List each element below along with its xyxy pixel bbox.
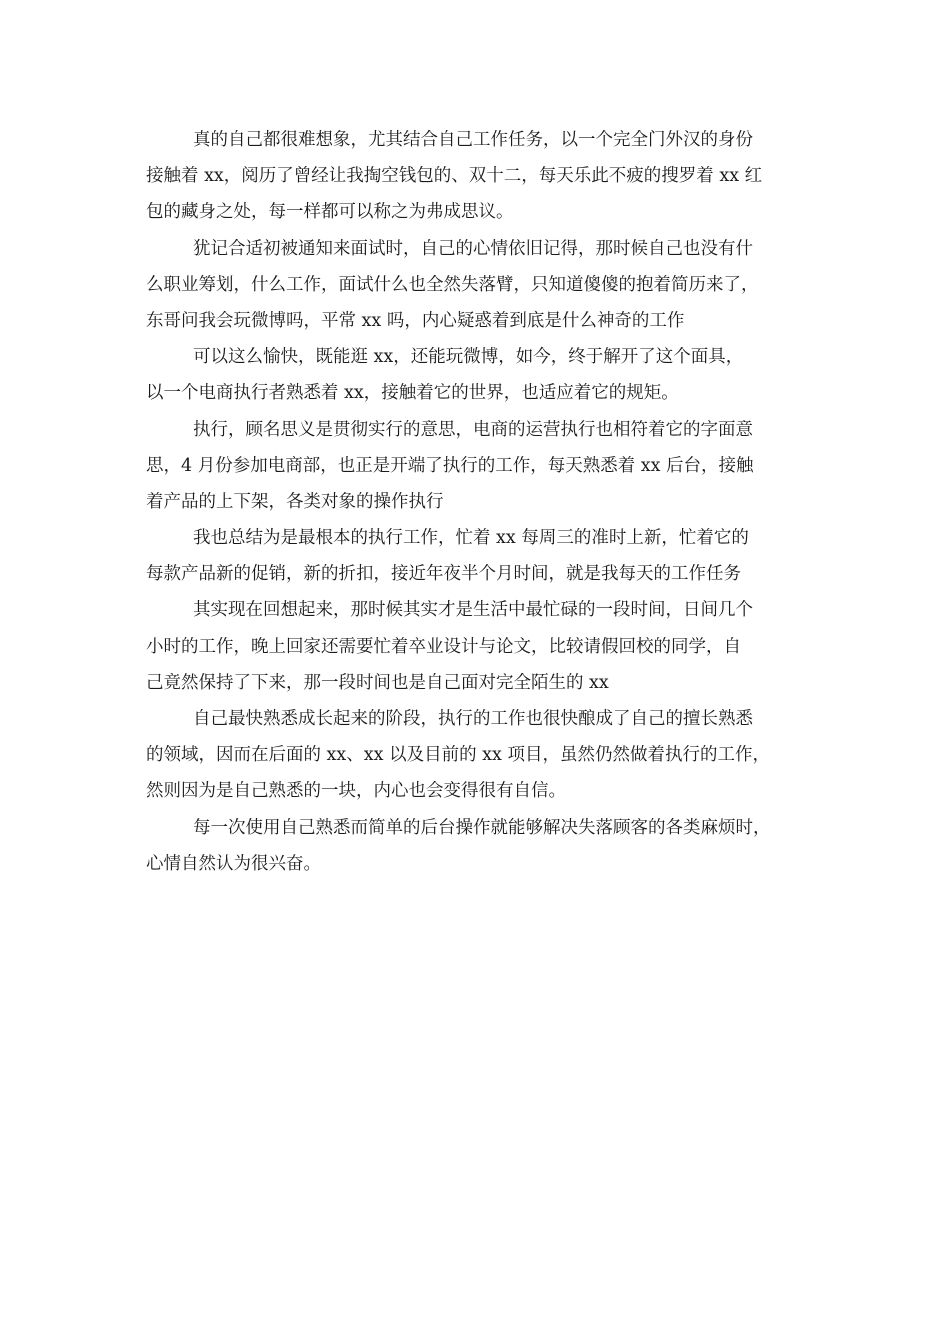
- text-line: 然则因为是自己熟悉的一块，内心也会变得很有自信。: [146, 781, 566, 802]
- text-line: 东哥问我会玩微博吗，平常 xx 吗，内心疑惑着到底是什么神奇的工作: [146, 310, 685, 331]
- text-line: 每一次使用自己熟悉而简单的后台操作就能够解决失落顾客的各类麻烦时，: [193, 817, 771, 838]
- text-line: 我也总结为是最根本的执行工作，忙着 xx 每周三的准时上新，忙着它的: [193, 528, 749, 549]
- document-body: [146, 122, 816, 882]
- text-line: 自己最快熟悉成长起来的阶段，执行的工作也很快酿成了自己的擅长熟悉: [193, 709, 753, 729]
- text-line: 小时的工作，晚上回家还需要忙着卒业设计与论文，比较请假回校的同学，自: [146, 636, 741, 657]
- text-line: 么职业筹划，什么工作，面试什么也全然失落臂，只知道傻傻的抱着简历来了，: [146, 274, 759, 295]
- text-line: 犹记合适初被通知来面试时，自己的心情依旧记得，那时候自己也没有什: [193, 238, 753, 259]
- paragraph: [146, 231, 816, 340]
- text-line: 以一个电商执行者熟悉着 xx，接触着它的世界，也适应着它的规矩。: [146, 383, 679, 404]
- paragraph: [146, 339, 816, 411]
- text-line: 真的自己都很难想象，尤其结合自己工作任务，以一个完全门外汉的身份: [193, 130, 753, 150]
- text-line: 心情自然认为很兴奋。: [146, 853, 321, 874]
- paragraph: [146, 520, 816, 592]
- text-line: 着产品的上下架，各类对象的操作执行: [146, 491, 444, 512]
- text-line: 包的藏身之处，每一样都可以称之为弗成思议。: [146, 202, 514, 223]
- text-line: 的领域，因而在后面的 xx、xx 以及目前的 xx 项目，虽然仍然做着执行的工作，: [146, 745, 770, 766]
- text-line: 可以这么愉快，既能逛 xx，还能玩微博，如今，终于解开了这个面具，: [193, 347, 744, 368]
- text-line: 接触着 xx，阅历了曾经让我掏空钱包的、双十二，每天乐此不疲的搜罗着 xx 红: [146, 166, 763, 187]
- paragraph: [146, 701, 816, 810]
- text-line: 己竟然保持了下来，那一段时间也是自己面对完全陌生的 xx: [146, 672, 609, 693]
- text-line: 执行，顾名思义是贯彻实行的意思，电商的运营执行也相符着它的字面意: [193, 419, 753, 440]
- text-line: 思，4 月份参加电商部，也正是开端了执行的工作，每天熟悉着 xx 后台，接触: [146, 455, 754, 476]
- text-line: 每款产品新的促销，新的折扣，接近年夜半个月时间，就是我每天的工作任务: [146, 564, 741, 585]
- paragraph: [146, 122, 816, 231]
- text-line: 其实现在回想起来，那时候其实才是生活中最忙碌的一段时间，日间几个: [193, 600, 753, 621]
- paragraph: [146, 412, 816, 521]
- paragraph: [146, 592, 816, 701]
- paragraph: [146, 810, 816, 882]
